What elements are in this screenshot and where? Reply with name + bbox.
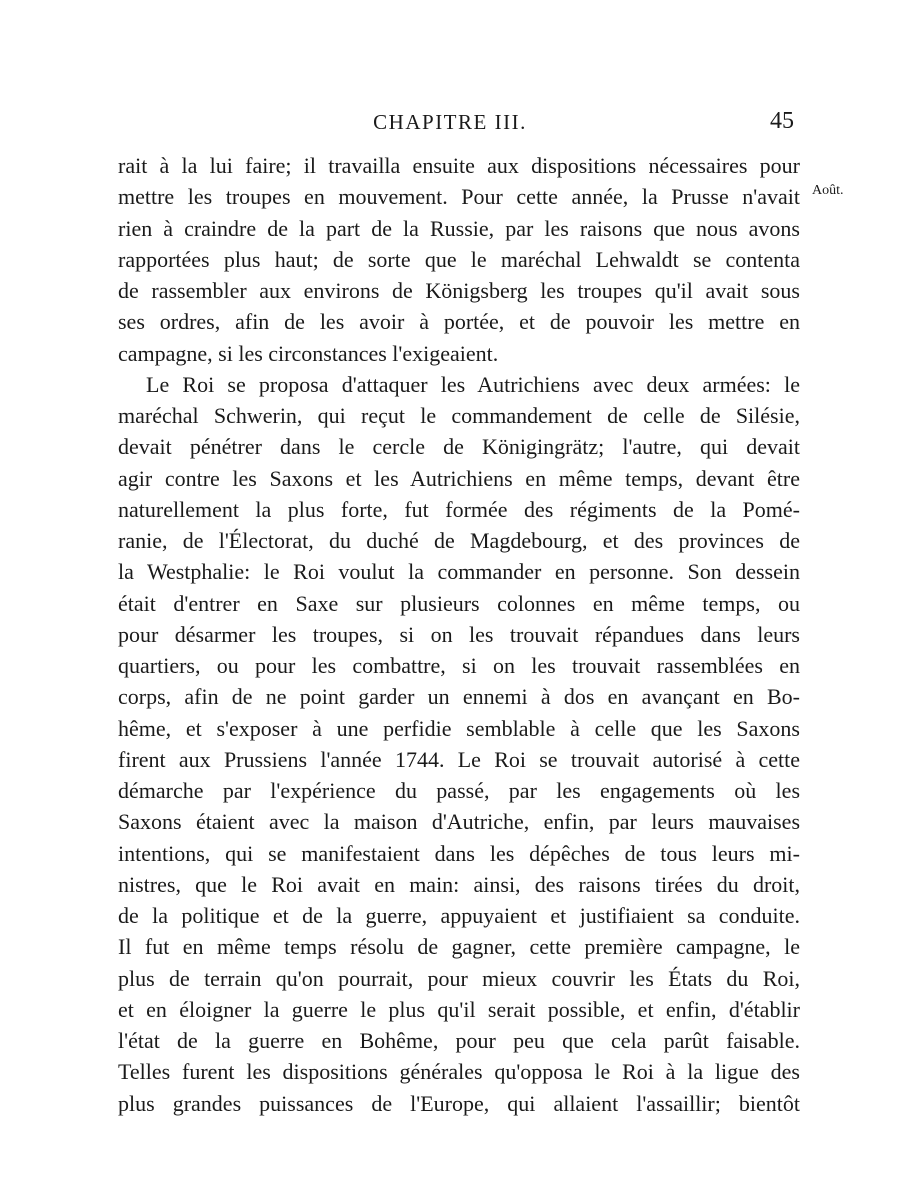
paragraph-start: Le Roi se proposa d'attaquer les Autrichiens avec deux armées: le	[146, 371, 800, 397]
text-line: firent aux Prussiens l'année 1744. Le Roi se trouvait autorisé à cette	[118, 746, 800, 772]
text-line: campagne, si les circonstances l'exigeaient.	[118, 340, 499, 366]
text-line: plus de terrain qu'on pourrait, pour mieux couvrir les États du Roi,	[118, 965, 800, 991]
text-line: plus grandes puissances de l'Europe, qui allaient l'assaillir; bientôt	[118, 1090, 800, 1116]
chapter-title: CHAPITRE III.	[373, 110, 527, 134]
text-line: Telles furent les dispositions générales qu'opposa le Roi à la ligue des	[118, 1059, 800, 1085]
page-number: 45	[770, 108, 794, 134]
text-line: de rassembler aux environs de Königsberg les troupes qu'il avait sous	[118, 278, 800, 303]
body-text	[118, 150, 800, 1119]
text-line: mettre les troupes en mouvement. Pour cette année, la Prusse n'avait	[118, 184, 800, 210]
text-line: devait pénétrer dans le cercle de Königingrätz; l'autre, qui devait	[118, 434, 800, 460]
text-line: de la politique et de la guerre, appuyaient et justifiaient sa conduite.	[118, 903, 800, 928]
running-header	[0, 110, 900, 140]
text-line: nistres, que le Roi avait en main: ainsi, des raisons tirées du droit,	[118, 871, 800, 897]
text-line: était d'entrer en Saxe sur plusieurs colonnes en même temps, ou	[118, 590, 800, 616]
text-line: hême, et s'exposer à une perfidie semblable à celle que les Saxons	[118, 715, 800, 741]
margin-note: Août.	[812, 183, 844, 198]
text-line: corps, afin de ne point garder un ennemi à dos en avançant en Bo-	[118, 684, 800, 710]
text-line: Saxons étaient avec la maison d'Autriche, enfin, par leurs mauvaises	[118, 809, 800, 835]
text-line: intentions, qui se manifestaient dans les dépêches de tous leurs mi-	[118, 840, 800, 866]
text-line: démarche par l'expérience du passé, par les engagements où les	[118, 778, 800, 803]
text-line: agir contre les Saxons et les Autrichiens en même temps, devant être	[118, 465, 800, 491]
text-line: quartiers, ou pour les combattre, si on les trouvait rassemblées en	[118, 653, 800, 678]
text-line: ranie, de l'Électorat, du duché de Magdebourg, et des provinces de	[118, 528, 800, 553]
text-line: rait à la lui faire; il travailla ensuite aux dispositions nécessaires pour	[118, 153, 800, 178]
text-line: pour désarmer les troupes, si on les trouvait répandues dans leurs	[118, 621, 800, 647]
text-line: la Westphalie: le Roi voulut la commander en personne. Son dessein	[118, 559, 800, 585]
text-line: et en éloigner la guerre le plus qu'il serait possible, et enfin, d'établir	[118, 996, 800, 1022]
text-line: Il fut en même temps résolu de gagner, cette première campagne, le	[118, 934, 800, 960]
text-line: rien à craindre de la part de la Russie, par les raisons que nous avons	[118, 215, 800, 241]
text-line: l'état de la guerre en Bohême, pour peu que cela parût faisable.	[118, 1028, 800, 1053]
text-line: rapportées plus haut; de sorte que le maréchal Lehwaldt se contenta	[118, 246, 800, 272]
text-line: ses ordres, afin de les avoir à portée, et de pouvoir les mettre en	[118, 309, 800, 335]
text-line: naturellement la plus forte, fut formée des régiments de la Pomé-	[118, 496, 800, 522]
text-line: maréchal Schwerin, qui reçut le commandement de celle de Silésie,	[118, 403, 800, 428]
